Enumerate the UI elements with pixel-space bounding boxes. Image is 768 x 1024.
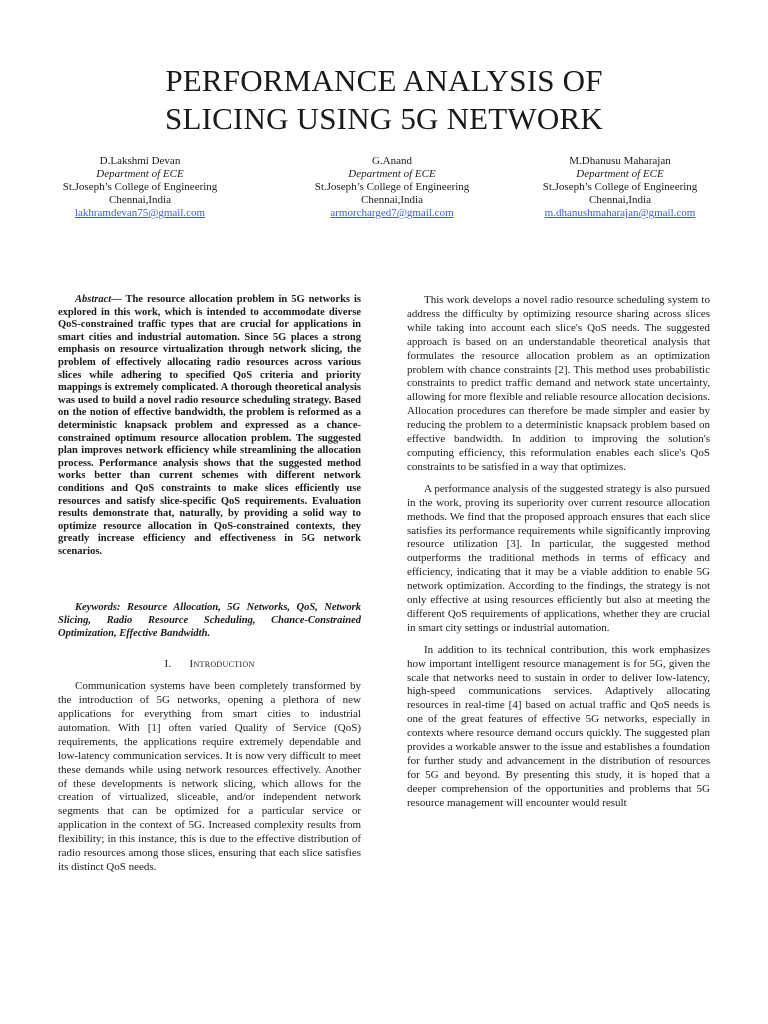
author-city: Chennai,India bbox=[108, 194, 171, 206]
author-3 bbox=[500, 155, 740, 220]
abstract-label: Abstract— bbox=[75, 294, 122, 305]
author-city: Chennai,India bbox=[360, 194, 423, 206]
intro-paragraph-1: Communication systems have been completely transformed by the introduction of 5G networks, opening a plethora of new applications for everything from smart cities to industrial automation. With [1] often varied Quality of Service (QoS) requirements, the applications require extremely dependable and low-latency communication services. It is now very difficult to meet these demands while using network resources effectively. Another of these developments is network slicing, which allows for the creation of virtualized, sliceable, and/or independent network segments that can be optimized for a particular service or application in the context of 5G. Increased complexity results from flexibility; in this instance, this is due to the effective distribution of radio resources among those slices, ensuring that each slice satisfies its distinct QoS needs. bbox=[58, 680, 361, 873]
author-name: D.Lakshmi Devan bbox=[99, 155, 181, 167]
author-2 bbox=[272, 155, 512, 220]
section-number: I. bbox=[164, 658, 172, 671]
author-dept: Department of ECE bbox=[576, 168, 664, 180]
author-college: St.Joseph’s College of Engineering bbox=[62, 181, 218, 193]
body-paragraph-1: This work develops a novel radio resource scheduling system to address the difficulty by optimizing resource sharing across slices while taking into account each slice's QoS needs. The suggested approach is based on an understandable theoretical analysis that formulates the resource allocation problem as an optimization problem with chance constraints [2]. This method uses probabilistic constraints to predict traffic demand and network state uncertainty, allowing for more flexible and reliable resource allocation decisions. Allocation procedures can therefore be made simpler and easier by reducing the problem to a deterministic knapsack problem based on effective bandwidth. In addition to improving the solution's computing efficiency, this reformulation enables each slice's QoS constraints to be satisfied in a way that optimizes. bbox=[407, 294, 710, 473]
author-email-link[interactable]: lakhramdevan75@gmail.com bbox=[74, 207, 206, 219]
left-column bbox=[58, 294, 361, 875]
keywords-label: Keywords: bbox=[75, 602, 121, 614]
author-college: St.Joseph’s College of Engineering bbox=[542, 181, 698, 193]
abstract bbox=[58, 294, 361, 558]
title-line-2: SLICING USING 5G NETWORK bbox=[165, 101, 603, 136]
section-heading-introduction bbox=[58, 658, 361, 672]
author-1 bbox=[20, 155, 260, 220]
keywords-text: Resource Allocation, 5G Networks, QoS, Network Slicing, Radio Resource Scheduling, Chance-Constrained Optimization, Effective Bandwidth. bbox=[58, 602, 361, 639]
author-college: St.Joseph’s College of Engineering bbox=[314, 181, 470, 193]
author-email-link[interactable]: m.dhanushmaharajan@gmail.com bbox=[544, 207, 696, 219]
keywords bbox=[58, 602, 361, 640]
author-block bbox=[0, 155, 768, 225]
author-name: M.Dhanusu Maharajan bbox=[569, 155, 671, 167]
abstract-text: The resource allocation problem in 5G networks is explored in this work, which is intended to accommodate diverse QoS-constrained traffic types that are crucial for applications in smart cities and industrial automation. Since 5G places a strong emphasis on resource virtualization through network slicing, the problem of effectively allocating radio resources across various slices while adhering to specified QoS criteria and priority mappings is extremely complicated. A thorough theoretical analysis was used to build a novel radio resource scheduling strategy. Based on the notion of effective bandwidth, the problem is reformed as a deterministic knapsack problem and expressed as a chance-constrained optimum resource allocation problem. The suggested plan improves network efficiency while streamlining the allocation process. Performance analysis shows that the suggested method works better than current schemes with different network conditions and QoS constraints to make slices efficiently use resources and satisfy slice-specific QoS requirements. Evaluation results demonstrate that, naturally, by providing a solid way to optimize resource allocation in QoS-constrained contexts, they greatly increase efficiency and effectiveness in 5G network scenarios. bbox=[58, 294, 361, 557]
author-dept: Department of ECE bbox=[96, 168, 184, 180]
author-name: G.Anand bbox=[371, 155, 413, 167]
paper-title bbox=[60, 62, 708, 138]
section-title: Introduction bbox=[189, 658, 255, 671]
body-paragraph-3: In addition to its technical contribution, this work emphasizes how important intelligent resource management is for 5G, given the scale that networks need to sustain in order to deliver low-latency, high-speed communications services. Adaptively allocating resources in real-time [4] based on actual traffic and QoS needs is one of the great features of effective 5G networks, especially in contexts where resource demand occurs quickly. The suggested plan provides a workable answer to the issue and establishes a foundation for further study and advancement in the distribution of resources for 5G and beyond. By presenting this study, it is hoped that a deeper comprehension of the opportunities and problems that 5G resource management will encounter would result bbox=[407, 643, 710, 809]
body-paragraph-2: A performance analysis of the suggested strategy is also pursued in the work, proving its superiority over current resource allocation methods. We find that the proposed approach ensures that each slice satisfies its performance requirements while significantly improving resource utilization [3]. In particular, the suggested method outperforms the traditional methods in terms of efficacy and efficiency, indicating that it may be a viable addition to enable 5G network optimization. According to the findings, the strategy is not only effective at using resources efficiently but also at meeting the different QoS requirements of applications, whether they are crucial in smart city settings or industrial automation. bbox=[407, 482, 710, 634]
right-column bbox=[407, 294, 710, 811]
author-city: Chennai,India bbox=[588, 194, 651, 206]
author-dept: Department of ECE bbox=[348, 168, 436, 180]
author-email-link[interactable]: armorcharged7@gmail.com bbox=[330, 207, 454, 219]
title-line-1: PERFORMANCE ANALYSIS OF bbox=[165, 63, 603, 98]
